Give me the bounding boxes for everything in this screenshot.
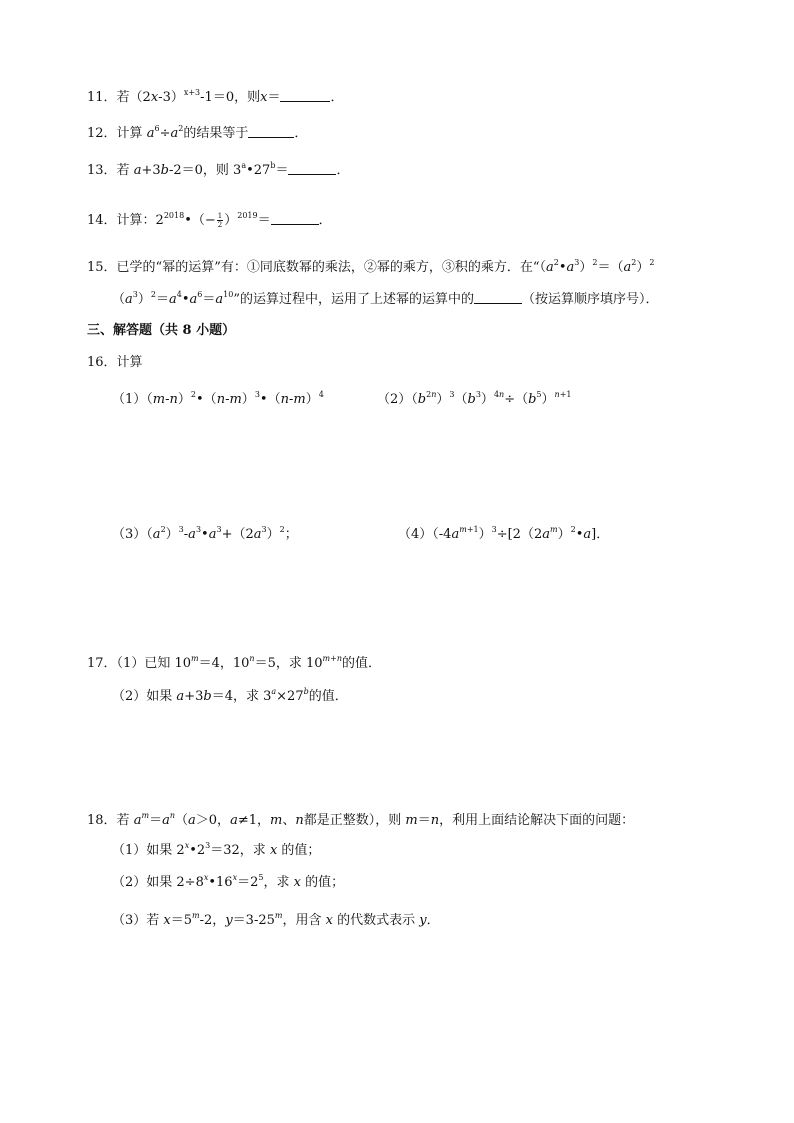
question-number: 18． [87,813,117,828]
question-17-part-2: （2）如果 a+3b＝4，求 $3^a\times 27^b$的值． [112,687,348,704]
question-number: 16． [87,355,117,370]
answer-blank[interactable] [280,89,330,102]
answer-blank[interactable] [288,162,336,175]
question-18-part-2: （2）如果 $2\div 8^x•16^x=2^5$，求 x 的值； [112,873,345,890]
fraction: $\frac{1}{2}$ [217,212,223,229]
question-number: 11． [87,90,117,105]
question-13: 13．若 a+3b-2＝0，则 $3^a•27^b=$ ． [87,161,350,178]
q16-part-3: $(3)(a^2)^3-a^3•a^3+(2a^3)^2$； [112,525,298,542]
question-number: 14． [87,213,117,228]
answer-blank[interactable] [248,125,294,138]
answer-blank[interactable] [474,291,522,304]
question-18-part-3: （3）若 $x=5^m-2$，$y=3-25^m$，用含 x 的代数式表示 y． [112,911,440,928]
question-number: 17． [87,656,117,671]
question-18-intro: 18．若 $a^m=a^n(a>0$，a≠1，m、n都是正整数），则 m＝n，利用上面结论解决下面的问题： [87,811,635,828]
question-number: 12． [87,126,117,141]
question-15-line-2: $(a^3)^2=a^4•a^6=a^{10}$”的运算过程中，运用了上述幂的运算中的 （按运算顺序填序号）． [112,290,659,307]
question-11: 11．若$(2x-3)^{x+3}-1=0$，则x＝ ． [87,88,344,105]
question-14: 14．计算：$2^{2018}•(-$ $\frac{1}{2}$ ）$^{2019}$＝ ． [87,211,332,229]
question-16: 16．计算 [87,355,143,370]
question-17-part-1: 17．（1）已知 $10^m=4$，$10^n=5$，求 $10^{m+n}$的值． [87,654,381,671]
question-number: 15． [87,260,117,275]
q16-part-4: $(4)(-4a^{m+1})^3\div[2(2a^m)^2•a]$． [398,525,610,542]
section-heading: 三、解答题（共 8 小题） [87,323,236,338]
question-number: 13． [87,163,117,178]
question-15-line-1: 15．已学的“幂的运算”有：①同底数幂的乘法，②幂的乘方，③积的乘方．在“$(a^2•a^3)^2=(a^2)^2$ [87,258,655,275]
q16-part-2: $(2)(b^{2n})^3(b^3)^{4n}\div(b^5)^{n+1}$ [377,390,572,407]
q16-part-1: $(1)(m-n)^2•(n-m)^3•(n-m)^4$ [112,390,324,407]
answer-blank[interactable] [271,212,319,225]
question-12: 12．计算 $a^6\div a^2$的结果等于 ． [87,124,308,141]
question-18-part-1: （1）如果 $2^x•2^3=32$，求 x 的值； [112,841,321,858]
